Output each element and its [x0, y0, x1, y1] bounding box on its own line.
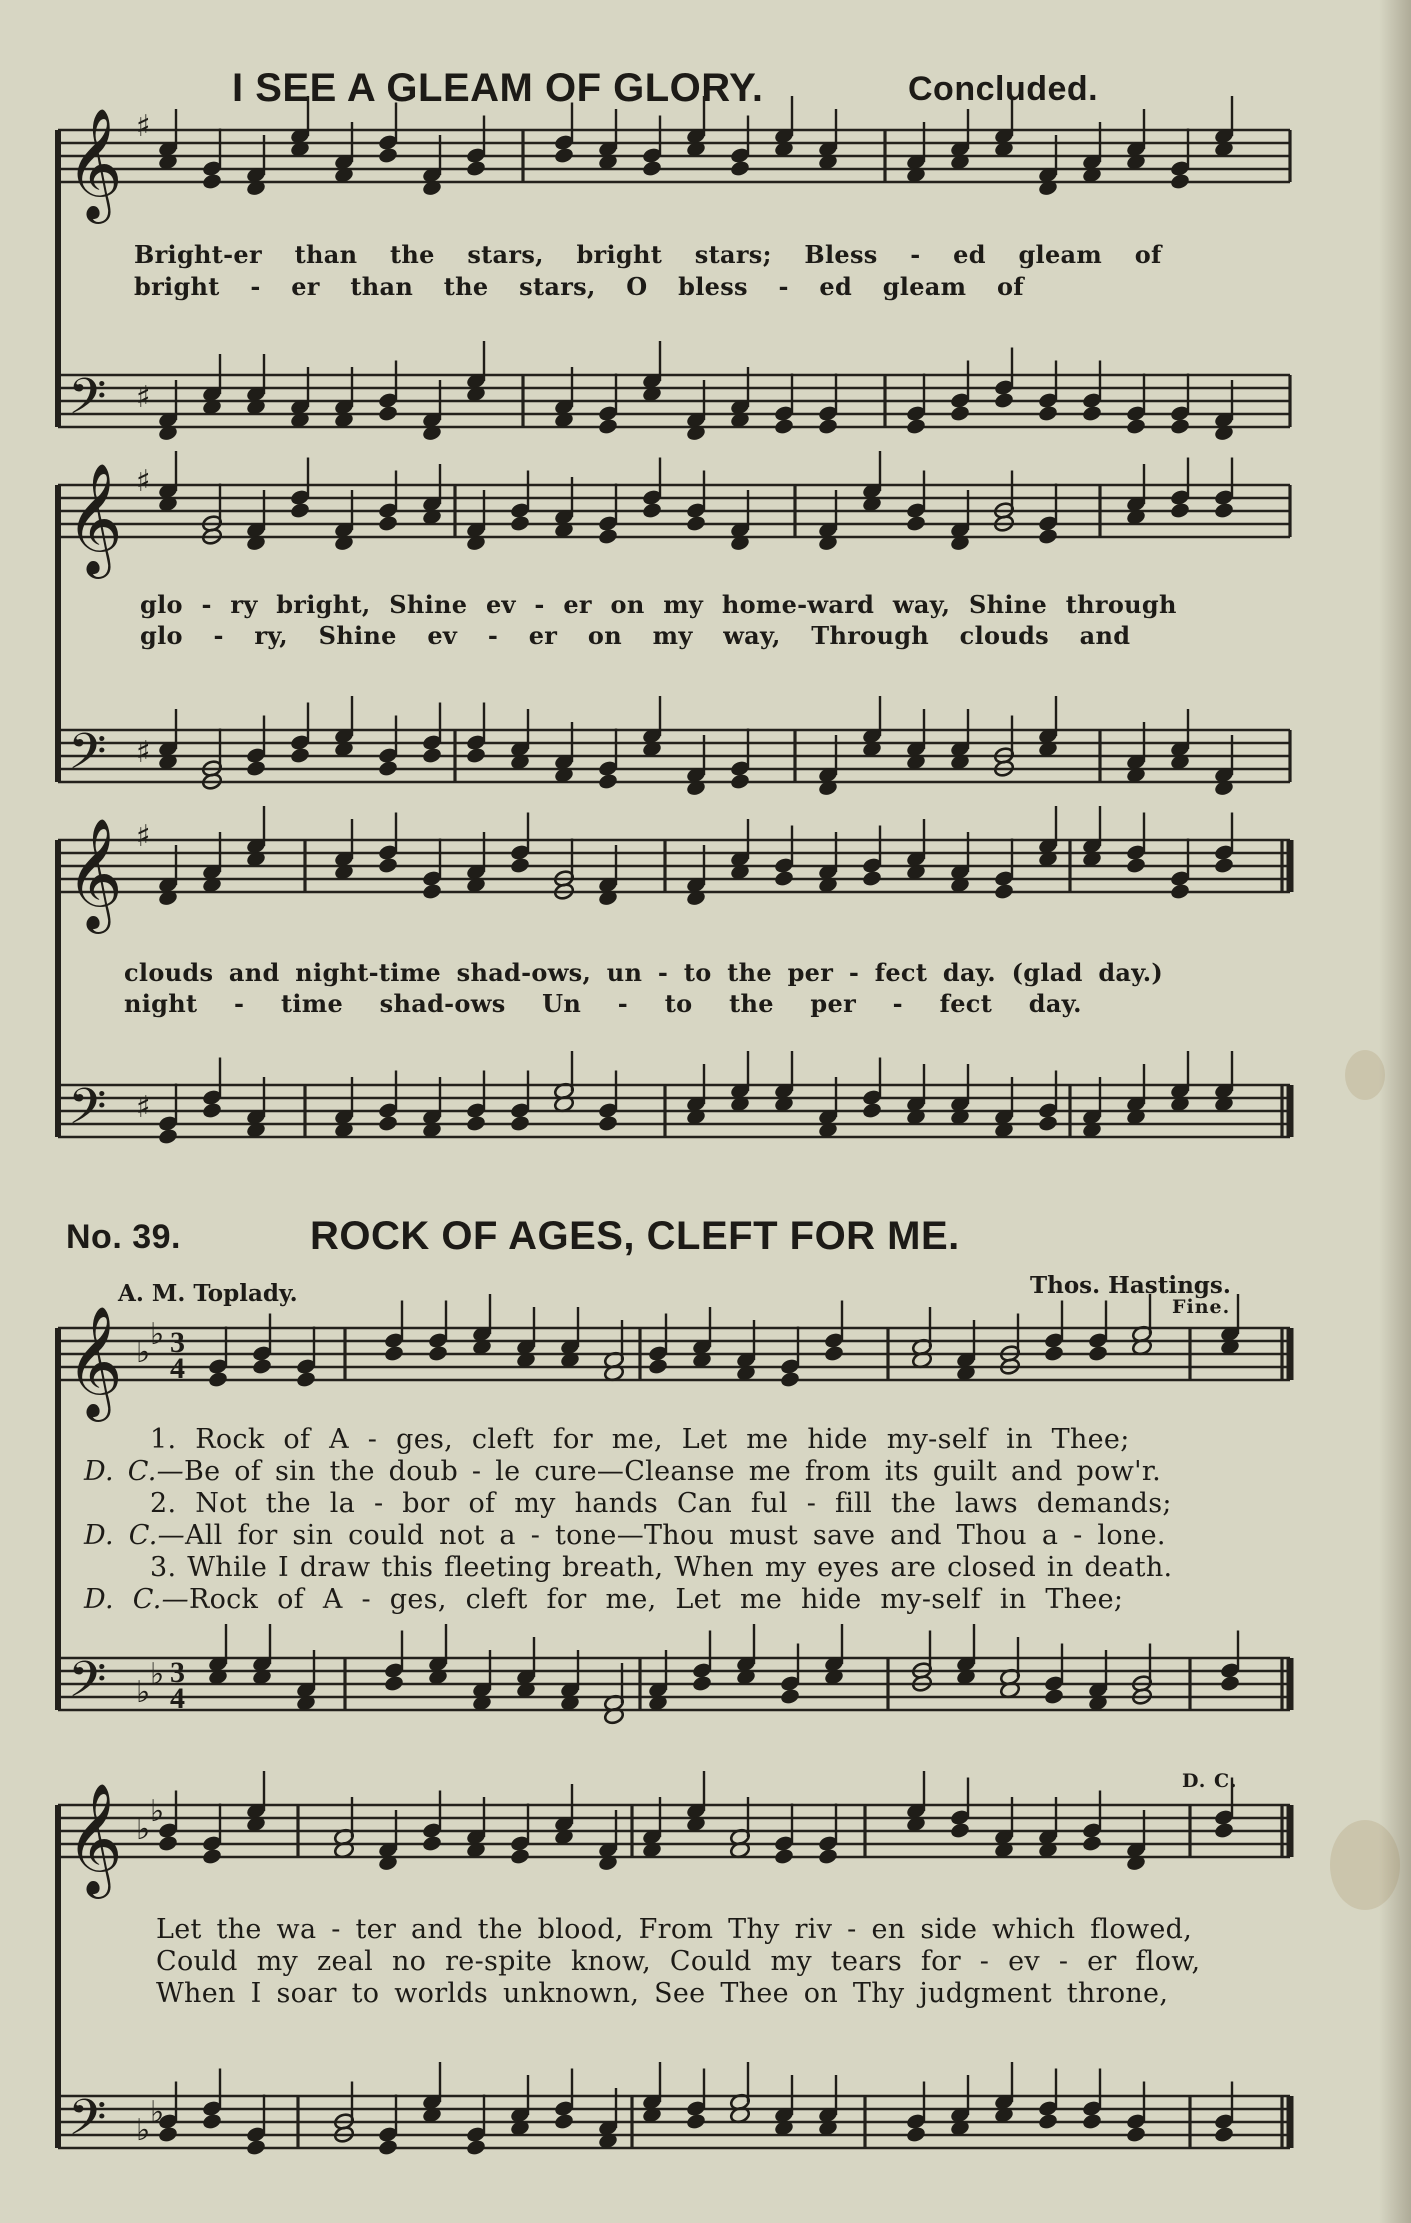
note-head: [773, 417, 794, 435]
note-head: [861, 1101, 882, 1119]
treble-clef-icon: 𝄞: [66, 107, 123, 219]
note-head: [779, 1687, 800, 1705]
note-head: [1037, 404, 1058, 422]
note-head: [1125, 417, 1146, 435]
note-head: [647, 1357, 668, 1375]
bass-clef-icon: 𝄢: [68, 368, 107, 438]
note-head: [1213, 856, 1234, 874]
line-label: D. C.—: [84, 1584, 189, 1615]
note-head: [949, 1821, 970, 1839]
note-head: [1037, 2112, 1058, 2130]
hymn-number: No. 39.: [66, 1218, 181, 1256]
note-head: [553, 146, 574, 164]
note-head: [1081, 2112, 1102, 2130]
note-head: [597, 527, 618, 545]
rock-dc1-line: [84, 1456, 1161, 1487]
rock-verse1-line: [150, 1424, 1130, 1455]
note-head: [509, 514, 530, 532]
key-signature-icon: ♯: [136, 464, 151, 499]
note-head: [383, 1674, 404, 1692]
note-head: [729, 772, 750, 790]
note-head: [597, 772, 618, 790]
note-head: [201, 1847, 222, 1865]
gleam-system2-verse2: glo - ry, Shine ev - er on my way, Through clouds and: [140, 621, 1131, 650]
note-head: [157, 1127, 178, 1145]
time-signature: 3: [170, 1326, 185, 1359]
gleam-system1-verse2: bright - er than the stars, O bless - ed gleam of: [134, 272, 1024, 301]
note-head: [1213, 1821, 1234, 1839]
key-signature-icon: ♭: [136, 1812, 151, 1847]
note-head: [1219, 1674, 1240, 1692]
key-signature-icon: ♭: [150, 1794, 165, 1829]
rock-verse3-line: [150, 1552, 1172, 1583]
rock-dc3-line: [84, 1584, 1123, 1615]
note-head: [1169, 417, 1190, 435]
key-signature-icon: ♭: [150, 1657, 165, 1692]
rock-line-b1: Let the wa - ter and the blood, From Thy riv - en side which flowed,: [156, 1914, 1193, 1945]
note-head: [465, 159, 486, 177]
note-head: [1169, 501, 1190, 519]
gleam-system3-verse2: night - time shad-ows Un - to the per - fect day.: [124, 989, 1082, 1018]
key-signature-icon: ♯: [136, 380, 151, 415]
note-head: [773, 1847, 794, 1865]
line-text: 3. While I draw this fleeting breath, When my eyes are closed in death.: [150, 1552, 1173, 1583]
note-head: [245, 759, 266, 777]
note-head: [465, 2138, 486, 2156]
treble-clef-icon: 𝄞: [66, 462, 123, 574]
time-signature: 4: [170, 1682, 185, 1715]
note-head: [377, 404, 398, 422]
note-head: [201, 172, 222, 190]
gleam-system2-verse1: glo - ry bright, Shine ev - er on my home-ward way, Shine through: [140, 590, 1177, 619]
time-signature: 3: [170, 1656, 185, 1689]
staff-lines: [58, 130, 1290, 2148]
key-signature-icon: ♭: [136, 1335, 151, 1370]
note-head: [949, 404, 970, 422]
note-head: [377, 856, 398, 874]
note-head: [421, 746, 442, 764]
key-signature-icon: ♯: [136, 819, 151, 854]
key-signature-icon: ♯: [136, 109, 151, 144]
note-head: [773, 869, 794, 887]
note-head: [905, 417, 926, 435]
note-head: [421, 882, 442, 900]
line-text: Rock of A - ges, cleft for me, Let me hide my-self in Thee;: [188, 1584, 1124, 1615]
rock-line-b3: When I soar to worlds unknown, See Thee on Thy judgment throne,: [156, 1978, 1169, 2009]
note-head: [509, 856, 530, 874]
note-head: [641, 159, 662, 177]
note-heads: [157, 96, 1240, 2157]
note-head: [1043, 1687, 1064, 1705]
line-label: D. C.—: [84, 1520, 185, 1551]
note-head: [377, 146, 398, 164]
note-head: [1169, 172, 1190, 190]
treble-clef-icon: 𝄞: [66, 1305, 123, 1417]
hymn-title: ROCK OF AGES, CLEFT FOR ME.: [310, 1214, 960, 1258]
gleam-system3-verse1: clouds and night-time shad-ows, un - to the per - fect day. (glad day.): [124, 958, 1164, 987]
fine-mark: Fine.: [1172, 1296, 1231, 1318]
note-head: [383, 1344, 404, 1362]
rock-verse2-line: [150, 1488, 1172, 1519]
note-head: [1087, 1344, 1108, 1362]
note-head: [1125, 856, 1146, 874]
note-head: [1037, 527, 1058, 545]
note-head: [1169, 882, 1190, 900]
key-signature-icon: ♯: [136, 1090, 151, 1125]
dc-mark: D. C.: [1182, 1770, 1238, 1792]
key-signature-icon: ♯: [136, 735, 151, 770]
bass-clef-icon: 𝄢: [68, 723, 107, 793]
line-text: Be of sin the doub - le cure—Cleanse me from its guilt and pow'r.: [183, 1456, 1161, 1487]
lyricist-credit: A. M. Toplady.: [118, 1280, 298, 1307]
key-signature-icon: ♭: [136, 1675, 151, 1710]
note-head: [1125, 2125, 1146, 2143]
note-head: [421, 1834, 442, 1852]
note-head: [993, 882, 1014, 900]
note-head: [817, 417, 838, 435]
note-head: [377, 514, 398, 532]
note-head: [779, 1370, 800, 1388]
note-head: [905, 514, 926, 532]
note-head: [377, 2138, 398, 2156]
bass-clef-icon: 𝄢: [68, 1078, 107, 1148]
gleam-system1-verse1: Bright-er than the stars, bright stars; Bless - ed gleam of: [134, 240, 1162, 269]
note-head: [289, 746, 310, 764]
key-signature-icon: ♭: [136, 2113, 151, 2148]
key-signature-icon: ♭: [150, 1317, 165, 1352]
note-head: [465, 1114, 486, 1132]
bass-clef-icon: 𝄢: [68, 2089, 107, 2159]
line-label: D. C.—: [84, 1456, 184, 1487]
note-head: [1213, 2125, 1234, 2143]
note-head: [465, 746, 486, 764]
note-head: [1081, 404, 1102, 422]
note-head: [207, 1370, 228, 1388]
note-head: [1081, 1834, 1102, 1852]
note-head: [597, 1114, 618, 1132]
note-head: [641, 501, 662, 519]
note-head: [201, 2112, 222, 2130]
note-head: [427, 1344, 448, 1362]
note-head: [251, 1357, 272, 1375]
note-head: [509, 1114, 530, 1132]
note-head: [201, 1101, 222, 1119]
note-head: [245, 2138, 266, 2156]
note-head: [905, 2125, 926, 2143]
note-head: [691, 1674, 712, 1692]
note-head: [377, 759, 398, 777]
treble-clef-icon: 𝄞: [66, 1782, 123, 1894]
treble-clef-icon: 𝄞: [66, 817, 123, 929]
rock-dc2-line: [84, 1520, 1166, 1551]
note-head: [1213, 501, 1234, 519]
note-head: [1037, 1114, 1058, 1132]
note-head: [993, 391, 1014, 409]
note-head: [289, 501, 310, 519]
song-title-continued: I SEE A GLEAM OF GLORY.: [232, 66, 764, 110]
note-head: [685, 2112, 706, 2130]
line-text: All for sin could not a - tone—Thou must save and Thou a - lone.: [184, 1520, 1166, 1551]
note-head: [823, 1344, 844, 1362]
time-signature: 4: [170, 1352, 185, 1385]
concluded-label: Concluded.: [908, 70, 1099, 108]
note-head: [295, 1370, 316, 1388]
note-head: [861, 869, 882, 887]
key-signature-icon: ♭: [150, 2095, 165, 2130]
note-head: [597, 417, 618, 435]
composer-credit: Thos. Hastings.: [1030, 1272, 1231, 1299]
note-head: [685, 514, 706, 532]
note-head: [1043, 1344, 1064, 1362]
note-head: [553, 2112, 574, 2130]
rock-line-b2: Could my zeal no re-spite know, Could my tears for - ev - er flow,: [156, 1946, 1201, 1977]
note-head: [817, 1847, 838, 1865]
line-text: 2. Not the la - bor of my hands Can ful - fill the laws demands;: [150, 1488, 1172, 1519]
line-text: 1. Rock of A - ges, cleft for me, Let me hide my-self in Thee;: [150, 1424, 1130, 1455]
note-head: [509, 1847, 530, 1865]
bass-clef-icon: 𝄢: [68, 1651, 107, 1721]
note-head: [377, 1114, 398, 1132]
note-head: [729, 159, 750, 177]
note-head: [157, 1834, 178, 1852]
